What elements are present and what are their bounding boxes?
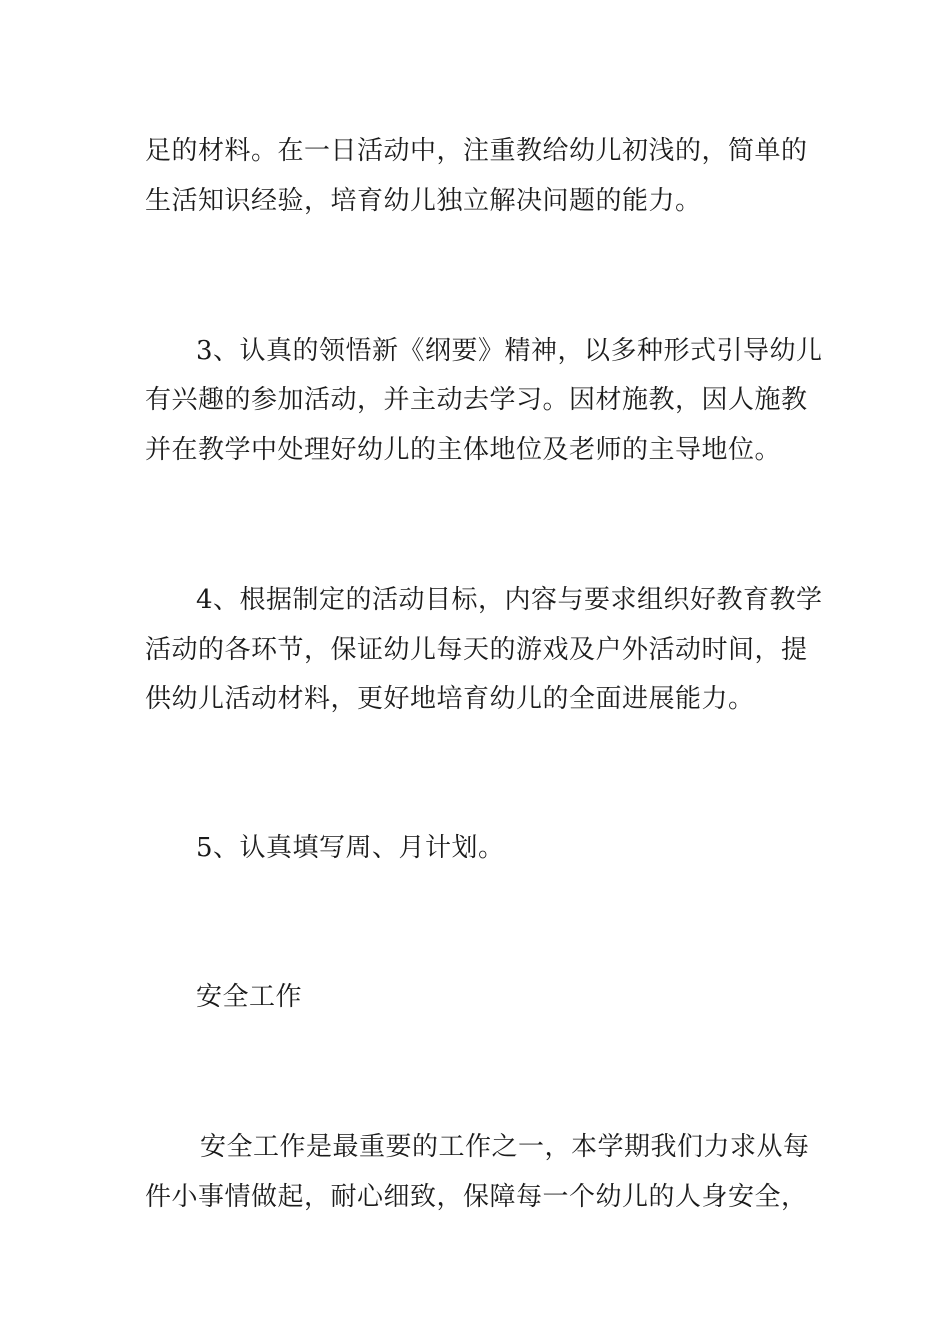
paragraph-line: 并在教学中处理好幼儿的主体地位及老师的主导地位。 [145,435,782,465]
paragraph-line: 3、认真的领悟新《纲要》精神，以多种形式引导幼儿 [196,336,823,366]
paragraph-line: 足的材料。在一日活动中，注重教给幼儿初浅的，简单的 [145,136,808,166]
section-heading: 安全工作 [196,982,303,1012]
paragraph-line: 供幼儿活动材料，更好地培育幼儿的全面进展能力。 [145,684,755,714]
paragraph-line: 件小事情做起，耐心细致，保障每一个幼儿的人身安全， [145,1182,808,1212]
paragraph-line: 安全工作是最重要的工作之一，本学期我们力求从每 [200,1132,810,1162]
paragraph-line: 5、认真填写周、月计划。 [196,833,505,863]
paragraph-line: 有兴趣的参加活动，并主动去学习。因材施教，因人施教 [145,385,808,415]
paragraph-line: 4、根据制定的活动目标，内容与要求组织好教育教学 [196,585,823,615]
paragraph-line: 生活知识经验，培育幼儿独立解决问题的能力。 [145,186,702,216]
paragraph-line: 活动的各环节，保证幼儿每天的游戏及户外活动时间，提 [145,635,808,665]
